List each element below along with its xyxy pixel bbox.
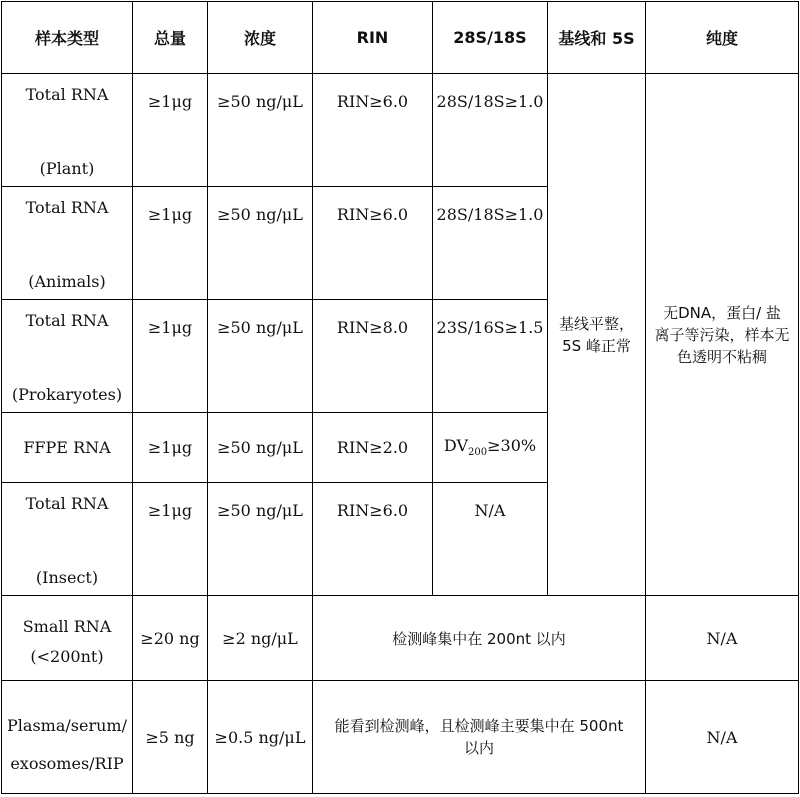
amount-cell: ≥5 ng (133, 681, 208, 794)
ratio-cell: 23S/16S≥1.5 (433, 300, 548, 413)
ratio-subscript: 200 (468, 447, 488, 459)
concentration-cell: ≥50 ng/μL (208, 187, 313, 300)
table-row (2, 596, 799, 681)
sample-type-line1: Plasma/serum/ (7, 716, 127, 735)
sample-type-line2: (Insect) (35, 568, 99, 587)
amount-cell: ≥1μg (133, 74, 208, 187)
concentration-cell: ≥2 ng/μL (208, 596, 313, 681)
sample-type-cell (2, 596, 133, 681)
sample-type-line1: Total RNA (25, 198, 109, 217)
ratio-suffix: ≥30% (487, 436, 537, 456)
detection-cell (313, 681, 646, 794)
sample-type-cell (2, 483, 133, 596)
sample-type-cell (2, 300, 133, 413)
rin-cell: RIN≥8.0 (313, 300, 433, 413)
detection-line1: 能看到检测峰，且检测峰主要集中在 500nt (334, 717, 624, 735)
concentration-cell: ≥50 ng/μL (208, 413, 313, 483)
sample-type-cell (2, 74, 133, 187)
purity-line1: 无DNA，蛋白/ 盐 (663, 303, 781, 322)
sample-type-cell: FFPE RNA (2, 413, 133, 483)
rin-cell: RIN≥6.0 (313, 483, 433, 596)
header-purity: 纯度 (646, 2, 799, 74)
sample-type-line1: Total RNA (25, 85, 109, 104)
baseline-line1: 基线平整， (558, 314, 634, 333)
detection-cell: 检测峰集中在 200nt 以内 (313, 596, 646, 681)
purity-line2: 离子等污染，样本无 (654, 325, 790, 344)
purity-line3: 色透明不粘稠 (676, 347, 767, 366)
concentration-cell: ≥50 ng/μL (208, 300, 313, 413)
header-concentration: 浓度 (208, 2, 313, 74)
amount-cell: ≥1μg (133, 413, 208, 483)
amount-cell: ≥20 ng (133, 596, 208, 681)
amount-cell: ≥1μg (133, 483, 208, 596)
table-row (2, 74, 799, 187)
amount-cell: ≥1μg (133, 187, 208, 300)
sample-type-line2: (Prokaryotes) (11, 385, 123, 404)
amount-cell: ≥1μg (133, 300, 208, 413)
baseline-cell (548, 74, 646, 596)
rin-cell: RIN≥6.0 (313, 187, 433, 300)
rin-cell: RIN≥2.0 (313, 413, 433, 483)
table-row (2, 681, 799, 794)
sample-type-line2: (Animals) (28, 272, 106, 291)
purity-cell: N/A (646, 596, 799, 681)
sample-type-line2: (<200nt) (30, 647, 104, 666)
purity-cell: N/A (646, 681, 799, 794)
ratio-prefix: DV (443, 436, 469, 456)
ratio-cell: N/A (433, 483, 548, 596)
concentration-cell: ≥50 ng/μL (208, 483, 313, 596)
purity-cell (646, 74, 799, 596)
sample-requirements-table (1, 1, 799, 794)
ratio-cell (433, 413, 548, 483)
concentration-cell: ≥0.5 ng/μL (208, 681, 313, 794)
sample-type-line2: (Plant) (39, 159, 95, 178)
header-ratio: 28S/18S (433, 2, 548, 74)
baseline-line2: 5S 峰正常 (562, 336, 631, 355)
header-sample-type: 样本类型 (2, 2, 133, 74)
header-amount: 总量 (133, 2, 208, 74)
ratio-cell: 28S/18S≥1.0 (433, 74, 548, 187)
sample-type-line2: exosomes/RIP (10, 754, 124, 773)
concentration-cell: ≥50 ng/μL (208, 74, 313, 187)
ratio-cell: 28S/18S≥1.0 (433, 187, 548, 300)
sample-type-line1: Small RNA (22, 617, 112, 636)
header-baseline: 基线和 5S (548, 2, 646, 74)
sample-type-cell (2, 681, 133, 794)
rin-cell: RIN≥6.0 (313, 74, 433, 187)
header-rin: RIN (313, 2, 433, 74)
sample-type-line1: Total RNA (25, 311, 109, 330)
header-row (2, 2, 799, 74)
sample-type-line1: Total RNA (25, 494, 109, 513)
detection-line2: 以内 (463, 739, 494, 757)
sample-type-cell (2, 187, 133, 300)
